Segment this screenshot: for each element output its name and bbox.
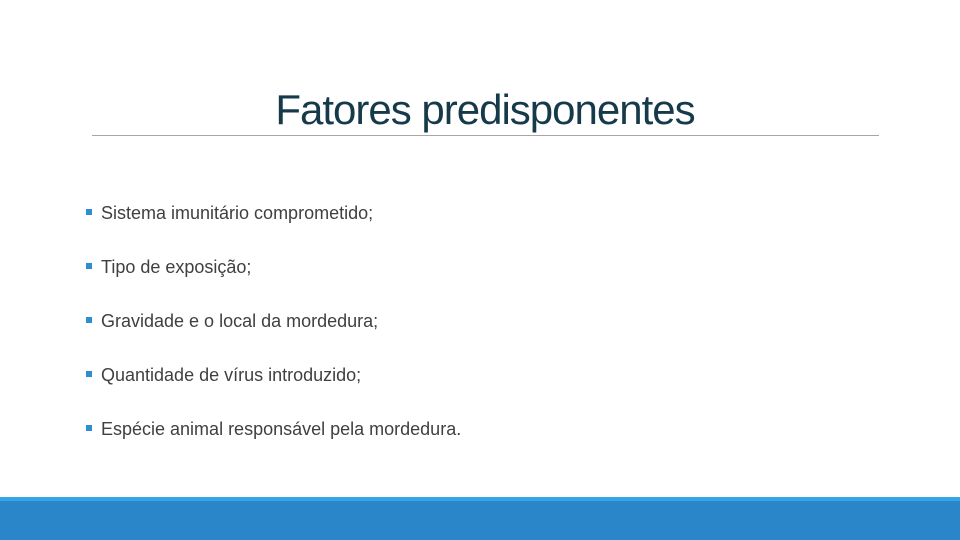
square-bullet-icon xyxy=(86,263,92,269)
footer-bar xyxy=(0,501,960,540)
square-bullet-icon xyxy=(86,371,92,377)
bullet-item xyxy=(86,196,461,231)
title-divider xyxy=(92,135,879,136)
bullet-text: Tipo de exposição; xyxy=(101,257,252,277)
square-bullet-icon xyxy=(86,425,92,431)
square-bullet-icon xyxy=(86,209,92,215)
bullet-text: Espécie animal responsável pela mordedura. xyxy=(101,419,462,439)
bullet-text: Quantidade de vírus introduzido; xyxy=(101,365,362,385)
slide-title: Fatores predisponentes xyxy=(275,86,695,133)
bullet-text: Sistema imunitário comprometido; xyxy=(101,203,374,223)
bullet-item xyxy=(86,412,461,447)
square-bullet-icon xyxy=(86,317,92,323)
bullet-item xyxy=(86,250,461,285)
bullet-item xyxy=(86,358,461,393)
bullet-item xyxy=(86,304,461,339)
bullet-list xyxy=(86,196,461,466)
bullet-text: Gravidade e o local da mordedura; xyxy=(101,311,379,331)
